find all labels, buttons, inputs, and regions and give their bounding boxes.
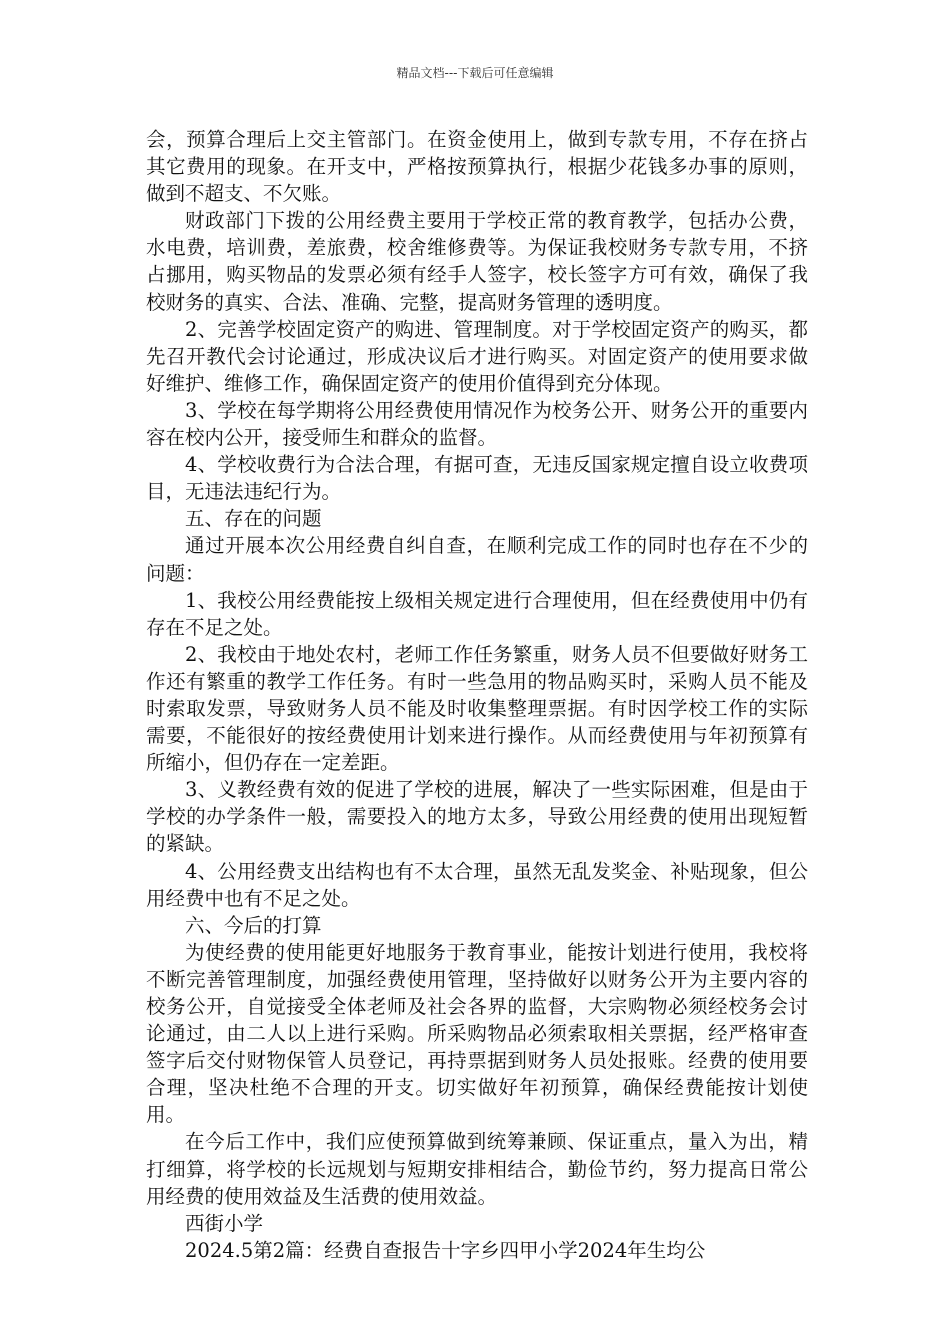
paragraph: 4、学校收费行为合法合理，有据可查，无违反国家规定擅自设立收费项目，无违法违纪行为。 xyxy=(146,453,808,504)
paragraph: 2024.5第2篇：经费自查报告十字乡四甲小学2024年生均公 xyxy=(185,1238,706,1262)
section-heading: 五、存在的问题 xyxy=(185,507,322,531)
paragraph: 会，预算合理后上交主管部门。在资金使用上，做到专款专用，不存在挤占其它费用的现象。在开支中，严格按预算执行，根据少花钱多办事的原则，做到不超支、不欠账。 xyxy=(146,128,808,206)
page-header: 精品文档---下载后可任意编辑 xyxy=(396,66,554,80)
paragraph: 4、公用经费支出结构也有不太合理，虽然无乱发奖金、补贴现象，但公用经费中也有不足之处。 xyxy=(146,859,808,910)
section-heading: 六、今后的打算 xyxy=(185,913,322,937)
paragraph: 2、完善学校固定资产的购进、管理制度。对于学校固定资产的购买，都先召开教代会讨论通过，形成决议后才进行购买。对固定资产的使用要求做好维护、维修工作，确保固定资产的使用价值得到充分体现。 xyxy=(146,317,808,395)
signature-school: 西街小学 xyxy=(185,1211,264,1235)
paragraph: 在今后工作中，我们应使预算做到统筹兼顾、保证重点，量入为出，精打细算，将学校的长远规划与短期安排相结合，勤俭节约，努力提高日常公用经费的使用效益及生活费的使用效益。 xyxy=(146,1130,808,1208)
paragraph: 财政部门下拨的公用经费主要用于学校正常的教育教学，包括办公费，水电费，培训费，差旅费，校舍维修费等。为保证我校财务专款专用，不挤占挪用，购买物品的发票必须有经手人签字，校长签字方可有效，确保了我校财务的真实、合法、准确、完整，提高财务管理的透明度。 xyxy=(146,209,808,314)
paragraph: 3、学校在每学期将公用经费使用情况作为校务公开、财务公开的重要内容在校内公开，接受师生和群众的监督。 xyxy=(146,398,808,450)
document-body xyxy=(146,126,808,1264)
paragraph: 3、义教经费有效的促进了学校的进展，解决了一些实际困难，但是由于学校的办学条件一般，需要投入的地方太多，导致公用经费的使用出现短暂的紧缺。 xyxy=(146,778,808,856)
paragraph: 1、我校公用经费能按上级相关规定进行合理使用，但在经费使用中仍有存在不足之处。 xyxy=(146,588,808,639)
paragraph: 为使经费的使用能更好地服务于教育事业，能按计划进行使用，我校将不断完善管理制度，加强经费使用管理，坚持做好以财务公开为主要内容的校务公开，自觉接受全体老师及社会各界的监督，大宗购物必须经校务会讨论通过，由二人以上进行采购。所采购物品必须索取相关票据，经严格审查签字后交付财物保管人员登记，再持票据到财务人员处报账。经费的使用要合理，坚决杜绝不合理的开支。切实做好年初预算，确保经费能按计划使用。 xyxy=(146,940,808,1127)
paragraph: 通过开展本次公用经费自纠自查，在顺利完成工作的同时也存在不少的问题： xyxy=(146,534,808,585)
paragraph: 2、我校由于地处农村，老师工作任务繁重，财务人员不但要做好财务工作还有繁重的教学工作任务。有时一些急用的物品购买时，采购人员不能及时索取发票，导致财务人员不能及时收集整理票据。有时因学校工作的实际需要，不能很好的按经费使用计划来进行操作。从而经费使用与年初预算有所缩小，但仍存在一定差距。 xyxy=(146,642,808,775)
